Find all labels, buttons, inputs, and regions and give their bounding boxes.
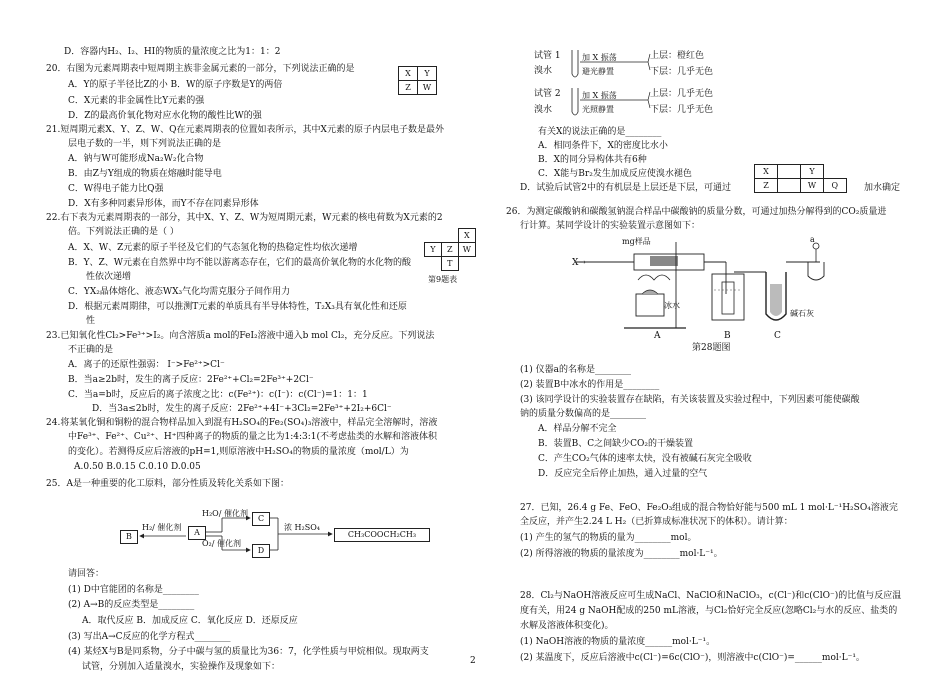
q23-option-a: A．离子的还原性强弱： I⁻>Fe²⁺>Cl⁻ <box>68 360 225 370</box>
cell <box>425 229 442 243</box>
q26-option-b: B．装置B、C之间缺少CO₂的干燥装置 <box>538 439 693 449</box>
q25-part3: (3) 写出A→C反应的化学方程式________ <box>68 632 231 642</box>
q26-option-a: A．样品分解不完全 <box>538 424 617 434</box>
apparatus-diagram <box>566 232 846 352</box>
q19-option-d: D．容器内H₂、I₂、HI的物质的量浓度之比为1：1：2 <box>64 47 281 57</box>
q21-stem-cont: 层电子数的一半，则下列说法正确的是 <box>68 139 222 149</box>
q21-option-c: C．W得电子能力比Q强 <box>68 184 164 194</box>
flow-box-c: C <box>252 512 270 526</box>
q28-part2: (2) 某温度下，反应后溶液中c(Cl⁻)=6c(ClO⁻)，则溶液中c(ClO⁻)=______mol·L⁻¹。 <box>520 653 865 663</box>
cell: X <box>458 229 475 243</box>
q26-part3: (3) 该同学设计的实验装置存在缺陷，有关该装置及实验过程中，下列因素可能使碳酸 <box>520 395 860 405</box>
cell: W <box>801 179 824 193</box>
apparatus-label-a: A <box>654 331 661 341</box>
q23-stem: 23.已知氧化性Cl₂>Fe³⁺>I₂。向含溶质a mol的FeI₂溶液中通入b mol Cl₂，充分反应。下列说法 <box>46 331 435 341</box>
q22-table-caption: 第9题表 <box>428 275 458 284</box>
q25-part4: (4) 某烃X与B是同系物，分子中碳与氢的质量比为36：7，化学性质与甲烷相似。现取两支 <box>68 647 429 657</box>
cell: X <box>399 67 418 81</box>
q24-stem-cont2: 的变化）。若测得反应后溶液的pH=1,则原溶液中H₂SO₄的物质的量浓度（mol/L）为 <box>68 447 409 457</box>
apparatus-lime-label: 碱石灰 <box>790 309 814 318</box>
q26-option-d: D．反应完全后停止加热，通入过量的空气 <box>538 469 708 479</box>
tube1-result-top: 上层：橙红色 <box>650 51 705 61</box>
cell <box>458 257 475 271</box>
cell: Z <box>755 179 778 193</box>
tube1-result-bottom: 下层：几乎无色 <box>650 67 714 77</box>
q23-option-c: C．当a=b时，反应后的离子浓度之比：c(Fe²⁺)：c(I⁻)：c(Cl⁻)=1：1：1 <box>68 390 368 400</box>
q20-stem: 20．右图为元素周期表中短周期主族非金属元素的一部分，下列说法正确的是 <box>46 64 355 74</box>
cell: Q <box>824 179 847 193</box>
q27-part1: (1) 产生的氢气的物质的量为________mol。 <box>520 533 697 543</box>
q21-stem: 21.短周期元素X、Y、Z、W、Q在元素周期表的位置如表所示，其中X元素的原子内层电子数是最外 <box>46 125 444 135</box>
q23-option-d: D．当3a≤2b时，发生的离子反应：2Fe²⁺+4I⁻+3Cl₂=2Fe³⁺+2I₂+6Cl⁻ <box>92 404 392 414</box>
q27-part2: (2) 所得溶液的物质的量浓度为________mol·L⁻¹。 <box>520 549 723 559</box>
q25-stem: 25．A是一种重要的化工原料，部分性质及转化关系如下图： <box>46 479 289 489</box>
q22-stem-cont: 倍。下列说法正确的是（ ） <box>68 227 179 237</box>
cell: Y <box>801 165 824 179</box>
q26-part2: (2) 装置B中冰水的作用是________ <box>520 380 660 390</box>
apparatus-sample-label: mg样品 <box>622 237 651 246</box>
apparatus-ice-label: 冰水 <box>664 301 680 310</box>
q21-option-b: B．由Z与Y组成的物质在熔融时能导电 <box>68 169 222 179</box>
apparatus-a-label: a <box>810 235 815 244</box>
q21-option-a: A．钠与W可能形成Na₂W₂化合物 <box>68 154 204 164</box>
q21-option-d: D．X有多种同素异形体，而Y不存在同素异形体 <box>68 199 259 209</box>
q22-option-d-cont: 性 <box>86 316 96 326</box>
q27-stem: 27．已知，26.4 g Fe、FeO、Fe₂O₃组成的混合物恰好能与500 mL 1 mol·L⁻¹H₂SO₄溶液完 <box>520 503 898 513</box>
tube1-op-top: 加 X 振荡 <box>582 53 617 62</box>
q25-x-option-d: D．试验后试管2中的有机层是上层还是下层，可通过 <box>520 183 731 193</box>
q22-option-b: B．Y、Z、W元素在自然界中均不能以游离态存在，它们的最高价氧化物的水化物的酸 <box>68 258 412 268</box>
q22-periodic-table <box>424 228 476 271</box>
cell: Y <box>418 67 437 81</box>
flow-box-a: A <box>188 526 206 540</box>
q26-part1: (1) 仪器a的名称是________ <box>520 365 631 375</box>
flow-label-h2o: H₂O/ 催化剂 <box>202 509 248 518</box>
apparatus-label-b: B <box>724 331 731 341</box>
q25-part4-cont: 试管，分别加入适量溴水，实验操作及现象如下： <box>82 662 281 672</box>
apparatus-label-c: C <box>774 331 781 341</box>
tube2-result-top: 上层：几乎无色 <box>650 89 714 99</box>
tube2-label: 试管 2 <box>534 89 561 99</box>
q22-option-a: A．X、W、Z元素的原子半径及它们的气态氢化物的热稳定性均依次递增 <box>68 243 358 253</box>
tube1-bromine: 溴水 <box>534 66 553 76</box>
cell: Y <box>425 243 442 257</box>
cell: W <box>418 81 437 95</box>
cell: X <box>755 165 778 179</box>
tube2-bromine: 溴水 <box>534 105 553 115</box>
cell: W <box>458 243 475 257</box>
cell <box>425 257 442 271</box>
tube1-op-bottom: 避光静置 <box>582 67 614 76</box>
q20-periodic-table <box>398 66 437 95</box>
q28-stem: 28．Cl₂与NaOH溶液反应可生成NaCl、NaClO和NaClO₃，c(Cl⁻)和c(ClO⁻)的比值与反应温 <box>520 591 902 601</box>
tube1-label: 试管 1 <box>534 51 561 61</box>
flow-label-conc: 浓 H₂SO₄ <box>284 523 320 532</box>
q24-stem-cont1: 中Fe³⁺、Fe²⁺、Cu²⁺、H⁺四种离子的物质的量之比为1:4:3:1(不考虑盐类的水解和溶液体积 <box>68 432 438 442</box>
q25-please-answer: 请回答： <box>68 569 105 579</box>
cell <box>778 179 801 193</box>
q28-stem-cont2: 水解及溶液体积变化)。 <box>520 621 614 631</box>
q25-x-option-a: A．相同条件下，X的密度比水小 <box>538 141 668 151</box>
apparatus-caption: 第28题图 <box>692 343 731 353</box>
flow-box-d: D <box>252 544 270 558</box>
q20-option-d: D．Z的最高价氧化物对应水化物的酸性比W的强 <box>68 111 262 121</box>
q24-options: A.0.50 B.0.15 C.0.10 D.0.05 <box>74 462 201 472</box>
q22-stem: 22.右下表为元素周期表的一部分，其中X、Y、Z、W为短周期元素，W元素的核电荷数为X元素的2 <box>46 213 443 223</box>
q25-part2: (2) A→B的反应类型是________ <box>68 600 195 610</box>
q25-x-option-d-cont: 加水确定 <box>864 183 901 193</box>
q25-x-question: 有关X的说法正确的是________ <box>538 127 662 137</box>
q25-part1: (1) D中官能团的名称是________ <box>68 585 199 595</box>
q22-option-d: D．根据元素周期律，可以推测T元素的单质具有半导体特性，T₂X₃具有氧化性和还原 <box>68 302 407 312</box>
q21-periodic-table <box>754 164 847 193</box>
cell <box>778 165 801 179</box>
q26-stem-cont: 行计算。某同学设计的实验装置示意图如下： <box>520 221 701 231</box>
q26-stem: 26．为测定碳酸钠和碳酸氢钠混合样品中碳酸钠的质量分数，可通过加热分解得到的CO₂质量进 <box>506 207 887 217</box>
q22-option-c: C．YX₂晶体熔化、液态WX₃气化均需克服分子间作用力 <box>68 287 291 297</box>
q28-stem-cont1: 度有关，用24 g NaOH配成的250 mL溶液，与Cl₂恰好完全反应(忽略Cl₂与水的反应、盐类的 <box>520 606 898 616</box>
flow-box-product: CH₃COOCH₂CH₃ <box>334 528 430 542</box>
tubes-sketch <box>562 46 652 126</box>
q22-option-b-cont: 性依次递增 <box>86 272 132 282</box>
q25-x-option-c: C．X能与Br₂发生加成反应使溴水褪色 <box>538 169 692 179</box>
q26-option-c: C．产生CO₂气体的速率太快，没有被碱石灰完全吸收 <box>538 454 752 464</box>
page-number: 2 <box>470 656 476 666</box>
flow-label-o2: O₂/ 催化剂 <box>202 539 242 548</box>
cell: T <box>441 257 458 271</box>
flow-box-b: B <box>120 530 138 544</box>
q25-part2-options: A．取代反应 B．加成反应 C．氧化反应 D．还原反应 <box>82 616 298 626</box>
cell <box>824 165 847 179</box>
q28-part1: (1) NaOH溶液的物质的量浓度______mol·L⁻¹。 <box>520 637 716 647</box>
apparatus-x-arrow: X→ <box>572 258 586 268</box>
cell <box>441 229 458 243</box>
q25-x-option-b: B．X的同分异构体共有6种 <box>538 155 647 165</box>
q24-stem: 24.将某氧化铜和铜粉的混合物样品加入到混有H₂SO₄的Fe₂(SO₄)₃溶液中，样品完全溶解时，溶液 <box>46 418 438 428</box>
flow-arrows <box>46 506 476 566</box>
q26-part3-cont: 钠的质量分数偏高的是________ <box>520 409 647 419</box>
flow-label-h2: H₂/ 催化剂 <box>142 523 182 532</box>
tube2-op-bottom: 光照静置 <box>582 105 614 114</box>
q23-stem-cont: 不正确的是 <box>68 345 114 355</box>
q20-options-ab: A．Y的原子半径比Z的小 B．W的原子序数是Y的两倍 <box>68 80 283 90</box>
tube2-result-bottom: 下层：几乎无色 <box>650 105 714 115</box>
q20-option-c: C．X元素的非金属性比Y元素的强 <box>68 96 205 106</box>
q23-option-b: B．当a≥2b时，发生的离子反应：2Fe²⁺+Cl₂=2Fe³⁺+2Cl⁻ <box>68 375 314 385</box>
cell: Z <box>399 81 418 95</box>
q27-stem-cont: 全反应，并产生2.24 L H₂（已折算成标准状况下的体积）。请计算： <box>520 517 793 527</box>
tube2-op-top: 加 X 振荡 <box>582 91 617 100</box>
cell: Z <box>441 243 458 257</box>
